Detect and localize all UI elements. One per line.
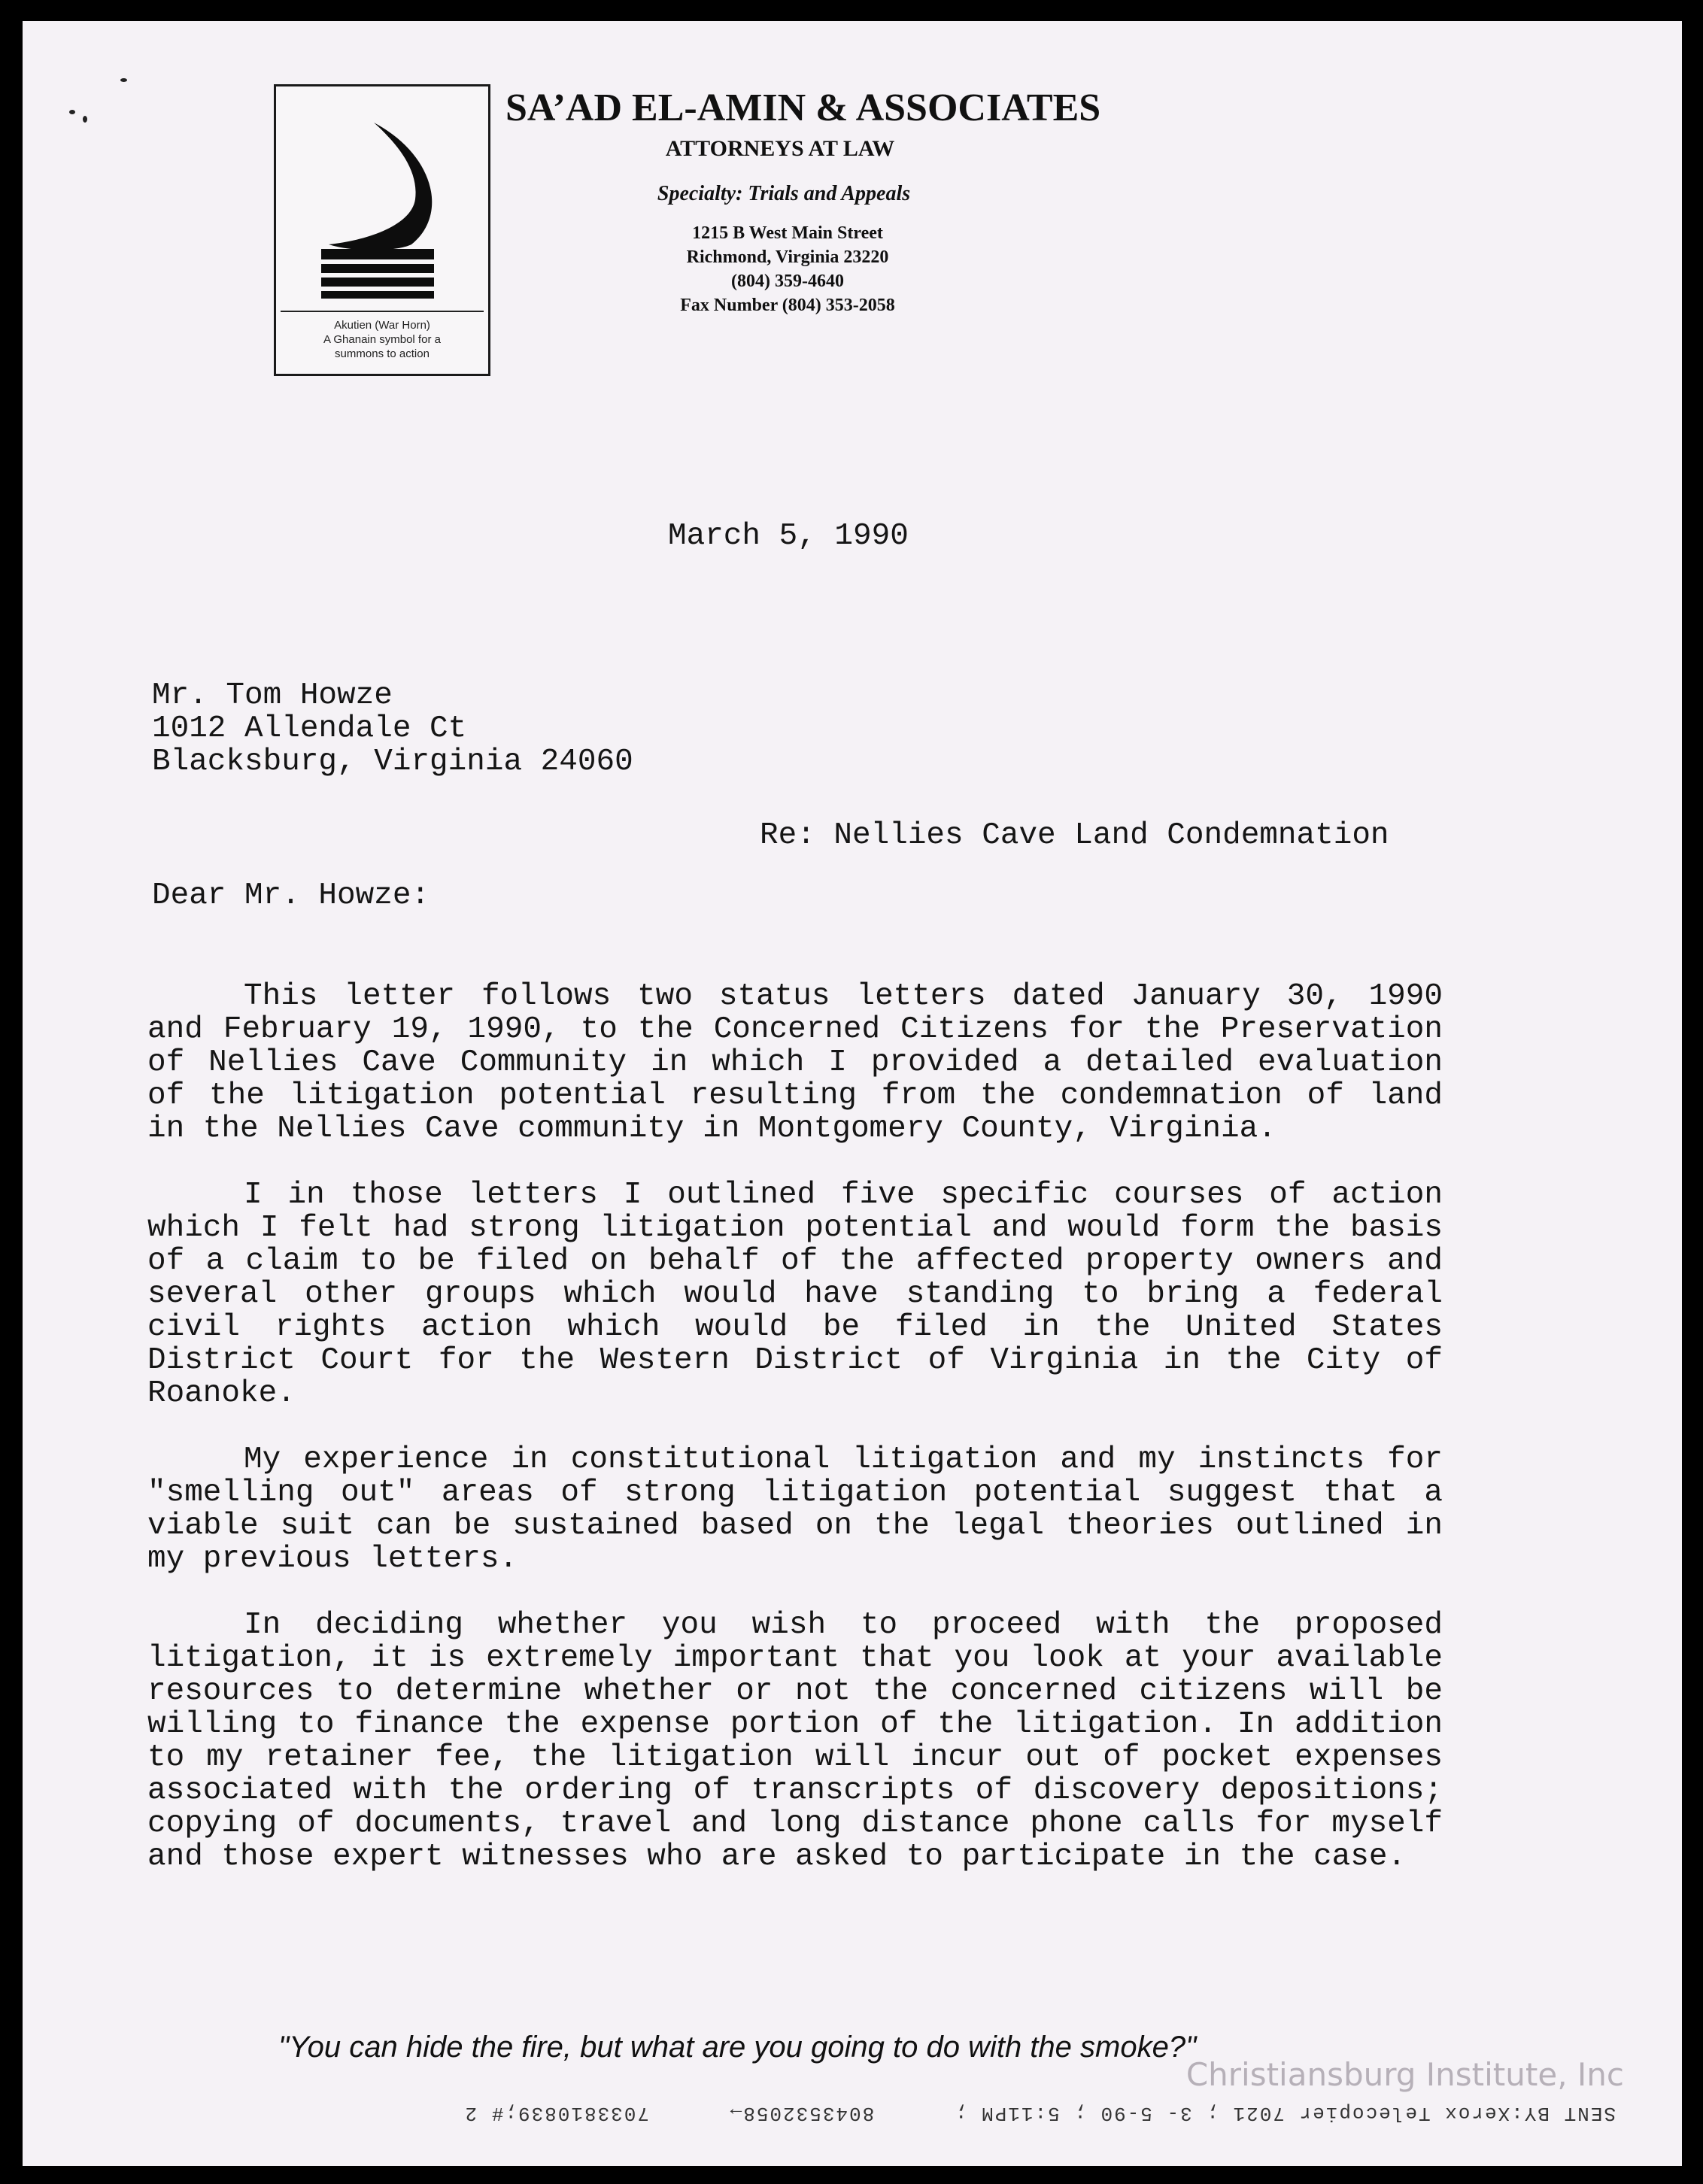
logo-caption — [281, 311, 484, 361]
recipient-line: Blacksburg, Virginia 24060 — [152, 745, 633, 779]
address-line: (804) 359-4640 — [731, 271, 844, 291]
address-line: Fax Number (804) 353-2058 — [680, 296, 895, 315]
letter-body — [147, 980, 1443, 1906]
letter-date: March 5, 1990 — [668, 519, 909, 554]
speck — [83, 116, 87, 123]
firm-address — [400, 221, 1175, 317]
watermark: Christiansburg Institute, Inc — [1185, 2056, 1624, 2093]
recipient-line: 1012 Allendale Ct — [152, 711, 467, 746]
salutation: Dear Mr. Howze: — [152, 878, 430, 913]
address-line: Richmond, Virginia 23220 — [686, 247, 889, 267]
logo-caption-line: Akutien (War Horn) — [334, 319, 430, 332]
body-paragraph: This letter follows two status letters dated January 30, 1990 and February 19, 1990, to the Concerned Citizens for the Preservation of Nellies Cave Community in which I provided a detailed evaluation of the litigation potential resulting from the condemnation of land in the Nellies Cave community in Montgomery County, Virginia. — [147, 979, 1443, 1146]
firm-specialty: Specialty: Trials and Appeals — [657, 182, 911, 205]
recipient-line: Mr. Tom Howze — [152, 678, 393, 713]
recipient-address — [152, 679, 633, 778]
firm-name: SA’AD EL-AMIN & ASSOCIATES — [505, 86, 1101, 129]
re-line: Re: Nellies Cave Land Condemnation — [760, 818, 1389, 853]
logo-caption-line: A Ghanain symbol for a — [323, 333, 441, 346]
firm-subtitle: ATTORNEYS AT LAW — [665, 136, 895, 161]
speck — [120, 78, 127, 82]
footer-motto: "You can hide the fire, but what are you going to do with the smoke?" — [278, 2031, 1197, 2064]
logo-caption-line: summons to action — [335, 347, 430, 360]
body-paragraph: My experience in constitutional litigation and my instincts for "smelling out" areas of strong litigation potential suggest that a viable suit can be sustained based on the legal theories outlined in my previous letters. — [147, 1442, 1443, 1576]
address-line: 1215 B West Main Street — [692, 223, 883, 243]
letterhead — [483, 84, 1175, 317]
body-paragraph: In deciding whether you wish to proceed with the proposed litigation, it is extremely important that you look at your available resources to determine whether or not the concerned citizens will be willing to finance the expense portion of the litigation. In addition to my retainer fee, the litigation will incur out of pocket expenses associated with the ordering of transcripts of discovery depositions; copying of documents, travel and long distance phone calls for myself and those expert witnesses who are asked to participate in the case. — [147, 1608, 1443, 1874]
speck — [69, 110, 75, 114]
body-paragraph: I in those letters I outlined five specific courses of action which I felt had strong litigation potential and would form the basis of a claim to be filed on behalf of the affected property owners and several other groups which would have standing to bring a federal civil rights action which would be filed in the United States District Court for the Western District of Virginia in the City of Roanoke. — [147, 1178, 1443, 1411]
fax-header-line: SENT BY:Xerox Telecopier 7021 ; 3- 5-90 ; 5:11PM ; 8043532058→ 7033810839;# 2 — [463, 2102, 1616, 2125]
